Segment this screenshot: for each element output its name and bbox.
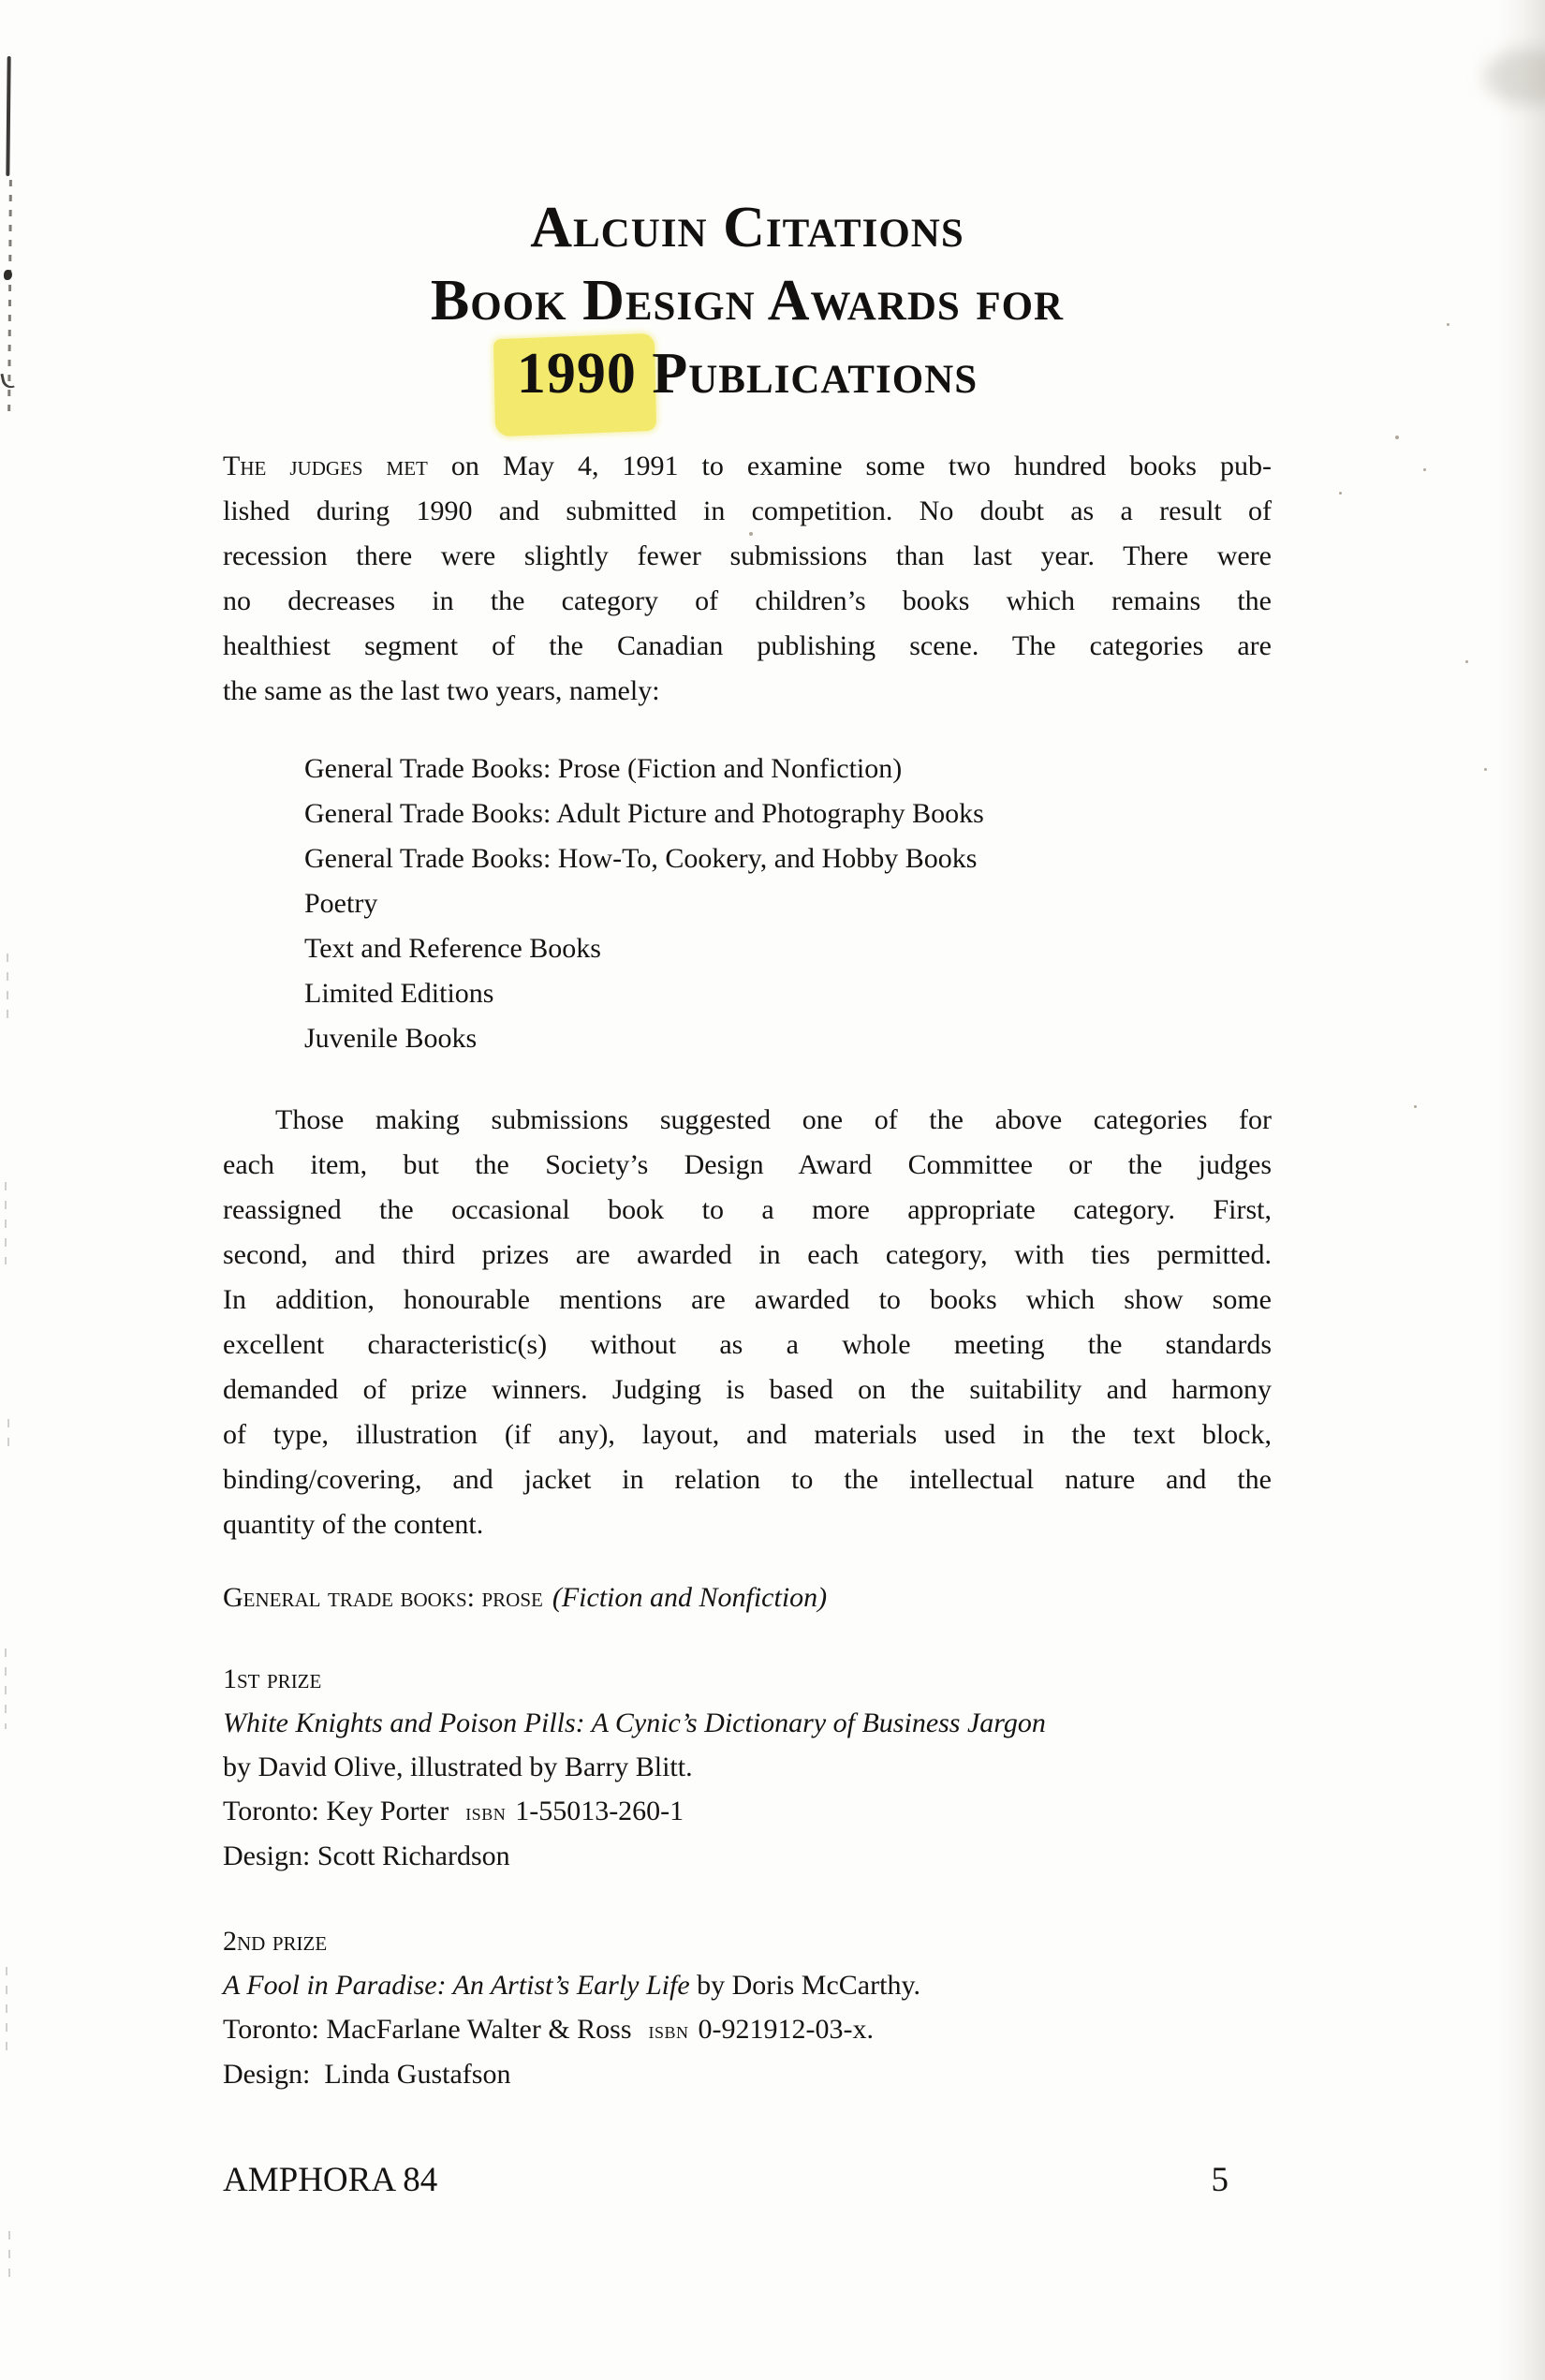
second-prize-entry: [223, 1919, 1272, 2096]
left-margin-tick: [5, 1648, 7, 1729]
prize-number: 1: [223, 1663, 237, 1694]
paragraph-line: binding/covering, and jacket in relation to the intellectual nature and the: [223, 1464, 1272, 1495]
category-list: [304, 747, 1272, 1061]
paragraph-line: excellent characteristic(s) without as a whole meeting the standards: [223, 1329, 1272, 1360]
paragraph-line: of type, illustration (if any), layout, and materials used in the text block,: [223, 1419, 1272, 1450]
paragraph-line: each item, but the Society’s Design Award Committee or the judges: [223, 1149, 1272, 1180]
left-margin-dashed-line: [7, 180, 12, 414]
second-paragraph: [223, 1098, 1272, 1547]
isbn-number: 1-55013-260-1: [515, 1796, 684, 1826]
prize-number: 2: [223, 1926, 237, 1957]
book-byline: by David Olive, illustrated by Barry Blitt.: [223, 1752, 693, 1782]
paper-speck: [1423, 468, 1426, 471]
left-margin-scan-line: [6, 56, 10, 176]
publisher: Toronto: Key Porter: [223, 1796, 449, 1826]
book-title: A Fool in Paradise: An Artist’s Early Life: [223, 1970, 690, 2001]
page-title: [223, 191, 1272, 410]
page-footer: [223, 2160, 1272, 2201]
prize-label-smallcaps: st prize: [237, 1663, 322, 1694]
paper-speck: [1447, 323, 1449, 326]
book-title-line: [223, 1963, 1272, 2007]
paper-speck: [1414, 1105, 1417, 1108]
paragraph-line: [223, 444, 1272, 489]
category-item: Poetry: [304, 888, 378, 919]
left-margin-ink-blob: [4, 270, 12, 280]
prize-label: [223, 1657, 1272, 1701]
journal-name: AMPHORA 84: [223, 2161, 438, 2199]
publisher-line: [223, 1789, 1272, 1834]
intro-line-1-rest: on May 4, 1991 to examine some two hundred books pub-: [427, 451, 1272, 481]
paragraph-line: second, and third prizes are awarded in each category, with ties permitted.: [223, 1239, 1272, 1270]
title-line-2: Book Design Awards for: [430, 269, 1065, 333]
paper-speck: [1484, 768, 1487, 771]
paragraph-line: recession there were slightly fewer submissions than last year. There were: [223, 540, 1272, 571]
paragraph-line: healthiest segment of the Canadian publishing scene. The categories are: [223, 630, 1272, 661]
first-prize-entry: [223, 1657, 1272, 1878]
paper-speck: [1395, 436, 1399, 439]
left-margin-tick: [7, 953, 8, 1019]
book-title: White Knights and Poison Pills: A Cynic’s Dictionary of Business Jargon: [223, 1707, 1046, 1738]
isbn-number: 0-921912-03-x.: [698, 2014, 875, 2045]
page-number: 5: [1211, 2161, 1229, 2199]
book-title-rest: by Doris McCarthy.: [689, 1970, 920, 2001]
paper-speck: [1465, 660, 1468, 663]
paragraph-line: the same as the last two years, namely:: [223, 675, 660, 706]
section-heading-italic: (Fiction and Nonfiction): [552, 1582, 828, 1613]
left-margin-tick: [5, 1182, 7, 1264]
isbn-label: isbn: [465, 1798, 507, 1826]
paragraph-line: quantity of the content.: [223, 1509, 484, 1540]
paragraph-line: reassigned the occasional book to a more appropriate category. First,: [223, 1194, 1272, 1225]
left-margin-tick: [8, 2231, 10, 2280]
left-margin-tick: [6, 1967, 7, 2057]
category-item: General Trade Books: Adult Picture and Photography Books: [304, 798, 984, 829]
category-item: Juvenile Books: [304, 1023, 478, 1054]
right-edge-scan-noise: [1496, 0, 1545, 2380]
publisher-line: [223, 2007, 1272, 2052]
section-heading-smallcaps: General trade books: prose: [223, 1582, 543, 1613]
left-margin-ink-hook: [0, 372, 14, 390]
section-heading: [223, 1575, 1272, 1620]
prize-label-smallcaps: nd prize: [237, 1926, 328, 1957]
category-item: Text and Reference Books: [304, 933, 601, 964]
category-item: General Trade Books: Prose (Fiction and Nonfiction): [304, 753, 903, 784]
title-line-1: Alcuin Citations: [530, 196, 964, 259]
top-right-smudge: [1484, 49, 1545, 105]
paragraph-line: lished during 1990 and submitted in competition. No doubt as a result of: [223, 495, 1272, 526]
designer-line: Design: Linda Gustafson: [223, 2059, 511, 2090]
paragraph-line: Those making submissions suggested one of the above categories for: [275, 1104, 1272, 1135]
intro-paragraph: [223, 444, 1272, 714]
category-item: Limited Editions: [304, 978, 494, 1009]
title-line-3: [223, 337, 1272, 410]
paragraph-line: no decreases in the category of children’s books which remains the: [223, 585, 1272, 616]
paragraph-line: demanded of prize winners. Judging is based on the suitability and harmony: [223, 1374, 1272, 1405]
left-margin-tick: [7, 1419, 9, 1456]
intro-lead-smallcaps: The judges met: [223, 451, 428, 481]
highlighted-year: 1990: [516, 342, 637, 406]
designer-line: Design: Scott Richardson: [223, 1840, 510, 1871]
isbn-label: isbn: [648, 2017, 689, 2044]
title-line-3-rest: Publications: [652, 342, 978, 406]
publisher: Toronto: MacFarlane Walter & Ross: [223, 2014, 632, 2045]
paper-speck: [1339, 492, 1342, 495]
prize-label: [223, 1919, 1272, 1963]
paragraph-line: In addition, honourable mentions are awarded to books which show some: [223, 1284, 1272, 1315]
category-item: General Trade Books: How-To, Cookery, and Hobby Books: [304, 843, 978, 874]
